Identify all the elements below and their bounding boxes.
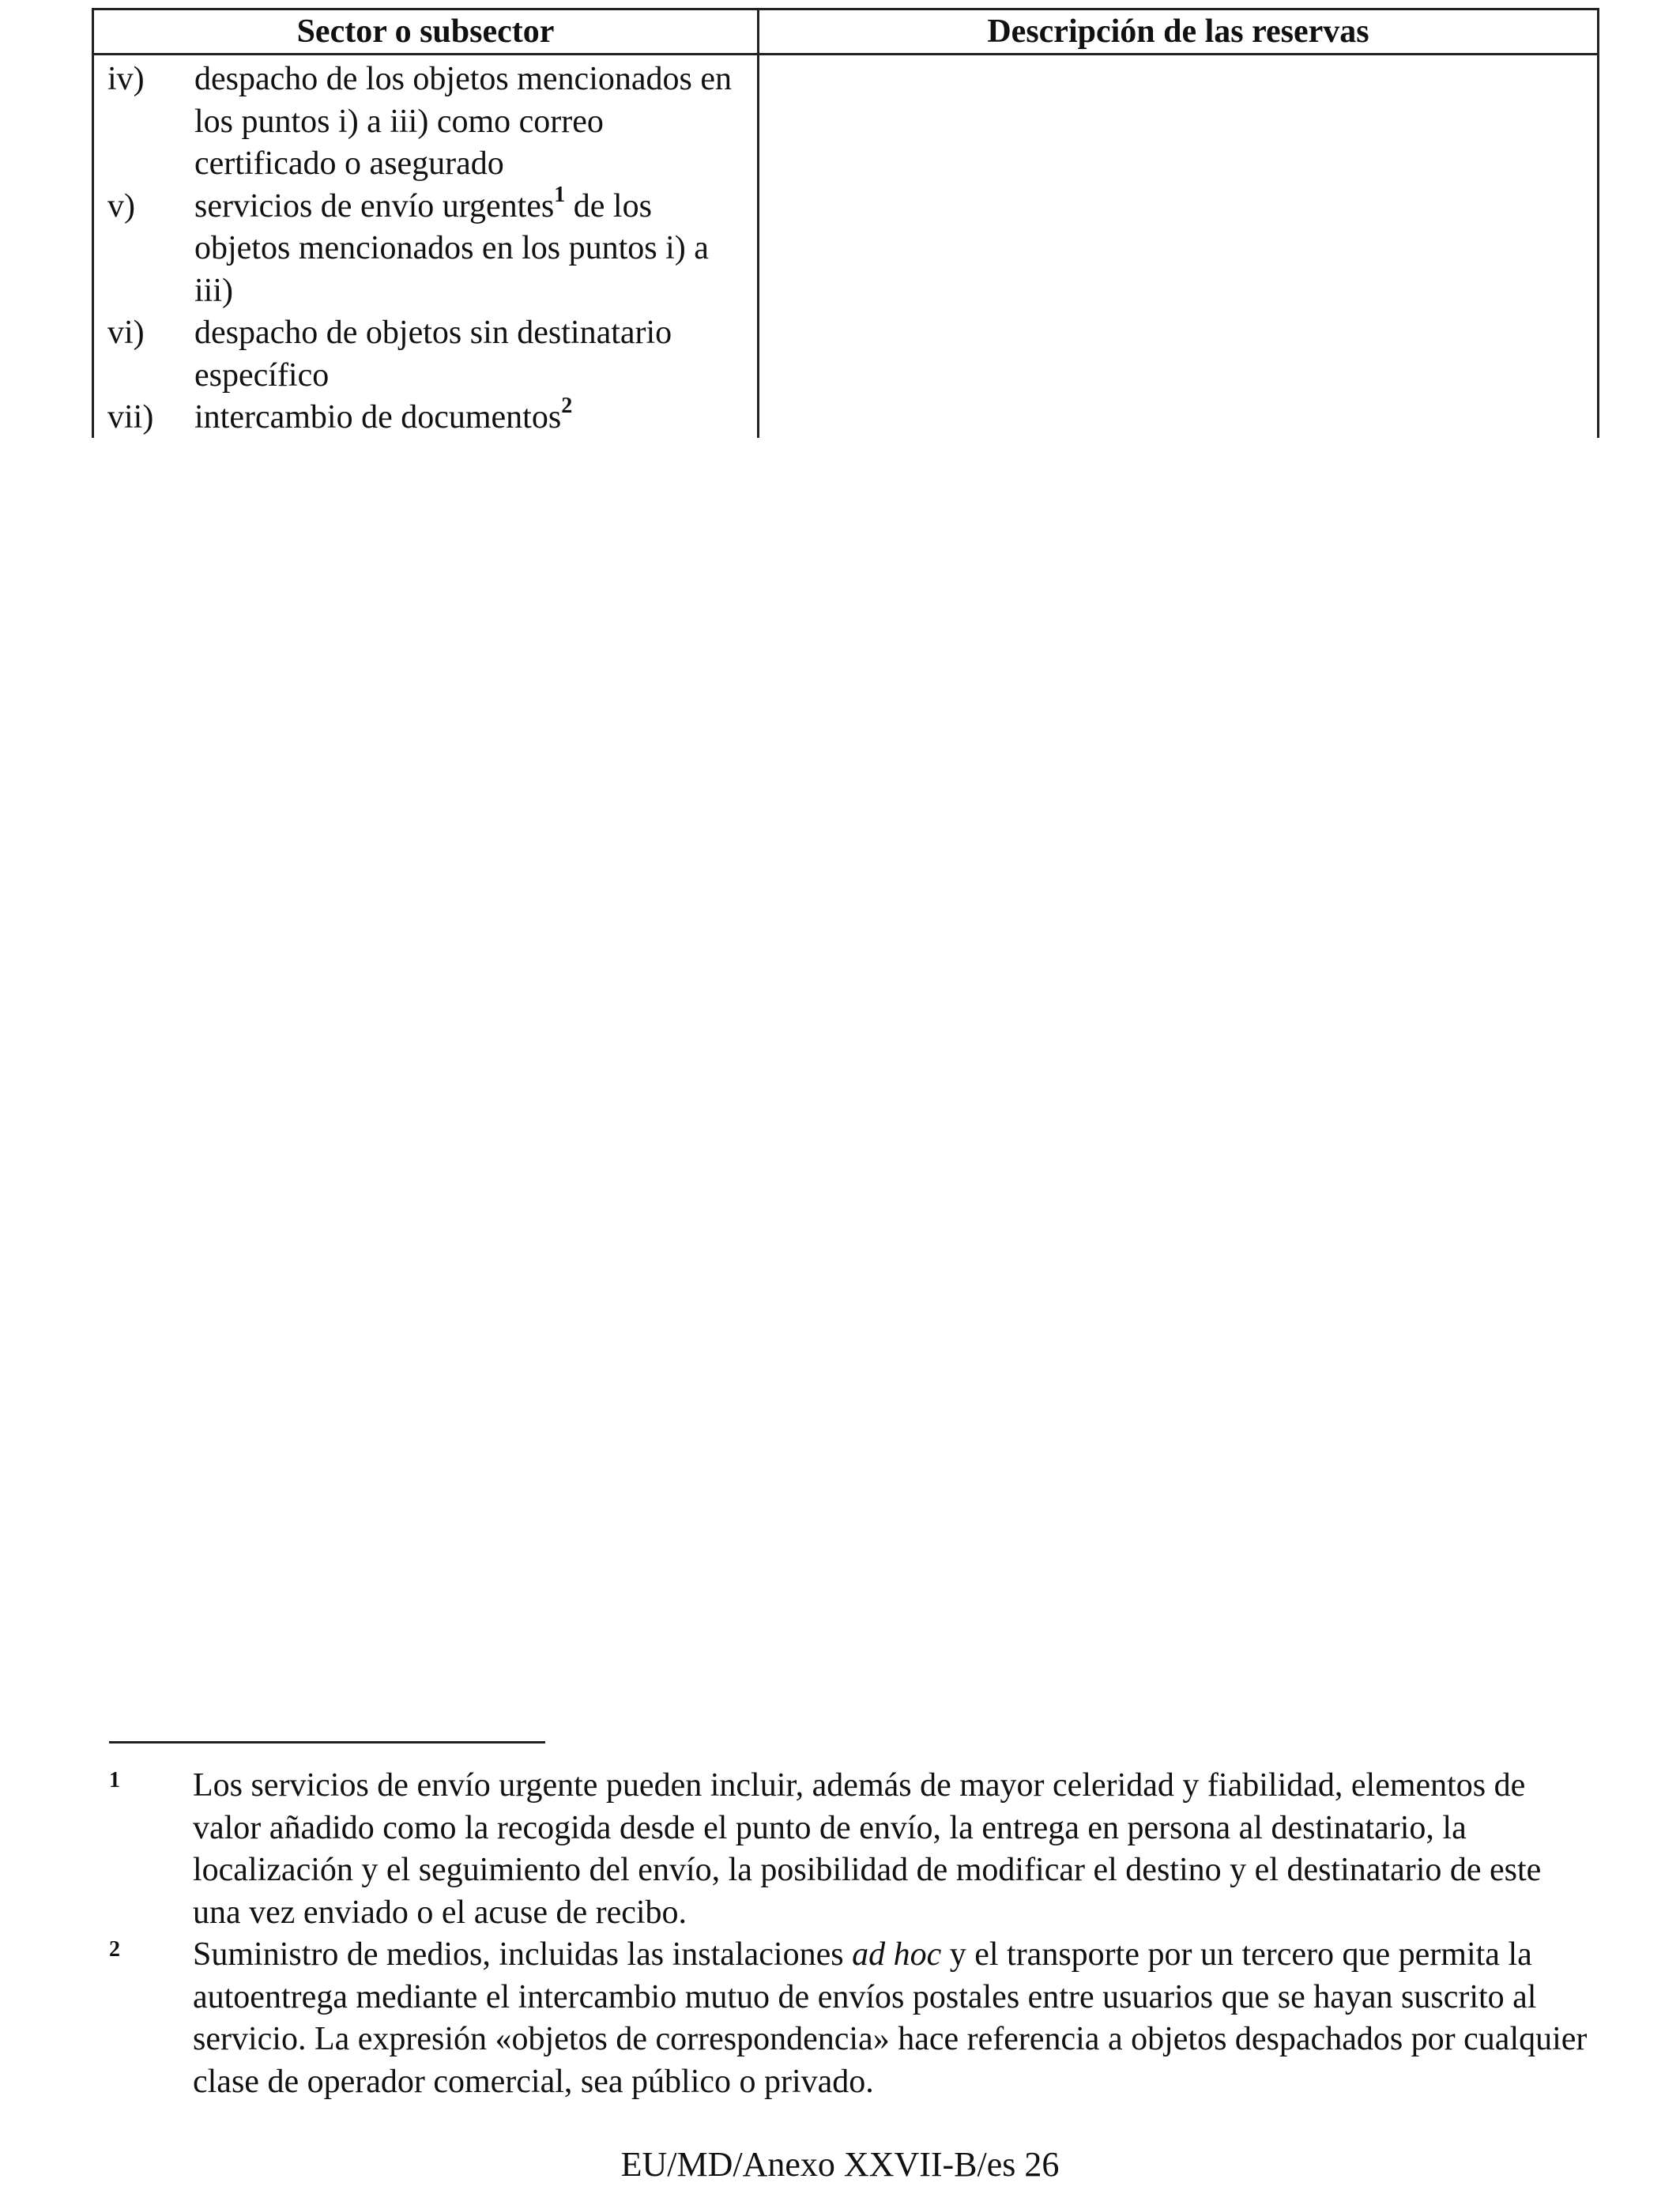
- footnote-italic-term: ad hoc: [852, 1936, 942, 1973]
- list-item: [94, 394, 757, 439]
- footnote: [109, 1934, 1595, 2103]
- item-text-part: de los objetos mencionados en los puntos i) a iii): [194, 187, 709, 309]
- item-text-part: intercambio de documentos: [194, 399, 562, 435]
- item-text: [194, 182, 748, 313]
- table-body: [94, 55, 1597, 438]
- item-text: despacho de los objetos mencionados en los puntos i) a iii) como correo certificado o asegurado: [194, 61, 732, 182]
- item-text: despacho de objetos sin destinatario específico: [194, 315, 672, 394]
- footnote: [109, 1765, 1595, 1934]
- footnote-text-part: y el transporte por un tercero que permita la autoentrega mediante el intercambio mutuo de envíos postales entre usuarios que se hayan suscrito al servicio. La expresión «objetos de correspondencia» hace referencia a objetos despachados por cualquier clase de operador comercial, sea público o privado.: [193, 1936, 1588, 2100]
- list-item: [94, 58, 757, 186]
- item-number: vii): [107, 399, 154, 435]
- header-description: Descripción de las reservas: [987, 13, 1369, 50]
- footnote-number: 1: [109, 1768, 120, 1793]
- footnote-text: [193, 1934, 1595, 2103]
- footnote-number: 2: [109, 1937, 120, 1962]
- footnote-ref-1[interactable]: 1: [554, 182, 566, 207]
- list-item: [94, 312, 757, 397]
- item-number: iv): [107, 61, 145, 97]
- footnote-ref-2[interactable]: 2: [561, 394, 573, 418]
- list-item: [94, 182, 757, 313]
- item-number: v): [107, 187, 135, 224]
- footnote-separator: [109, 1741, 545, 1744]
- item-text: [194, 394, 748, 439]
- footnote-text: Los servicios de envío urgente pueden incluir, además de mayor celeridad y fiabilidad, elementos de valor añadido como la recogida desde el punto de envío, la entrega en persona al destinatario, la localización y el seguimiento del envío, la posibilidad de modificar el destino y el destinatario de este una vez enviado o el acuse de recibo.: [193, 1767, 1542, 1931]
- reservations-table: [92, 8, 1599, 438]
- description-cell: [759, 55, 1597, 438]
- footnote-text-part: Suministro de medios, incluidas las instalaciones: [193, 1936, 853, 1973]
- item-number: vi): [107, 315, 145, 351]
- footnotes: [109, 1765, 1595, 2103]
- page-footer: EU/MD/Anexo XXVII-B/es 26: [620, 2145, 1060, 2184]
- header-sector: Sector o subsector: [94, 10, 759, 53]
- sector-cell: [94, 55, 759, 438]
- table-header: [94, 10, 1597, 55]
- item-text-part: servicios de envío urgentes: [194, 187, 555, 224]
